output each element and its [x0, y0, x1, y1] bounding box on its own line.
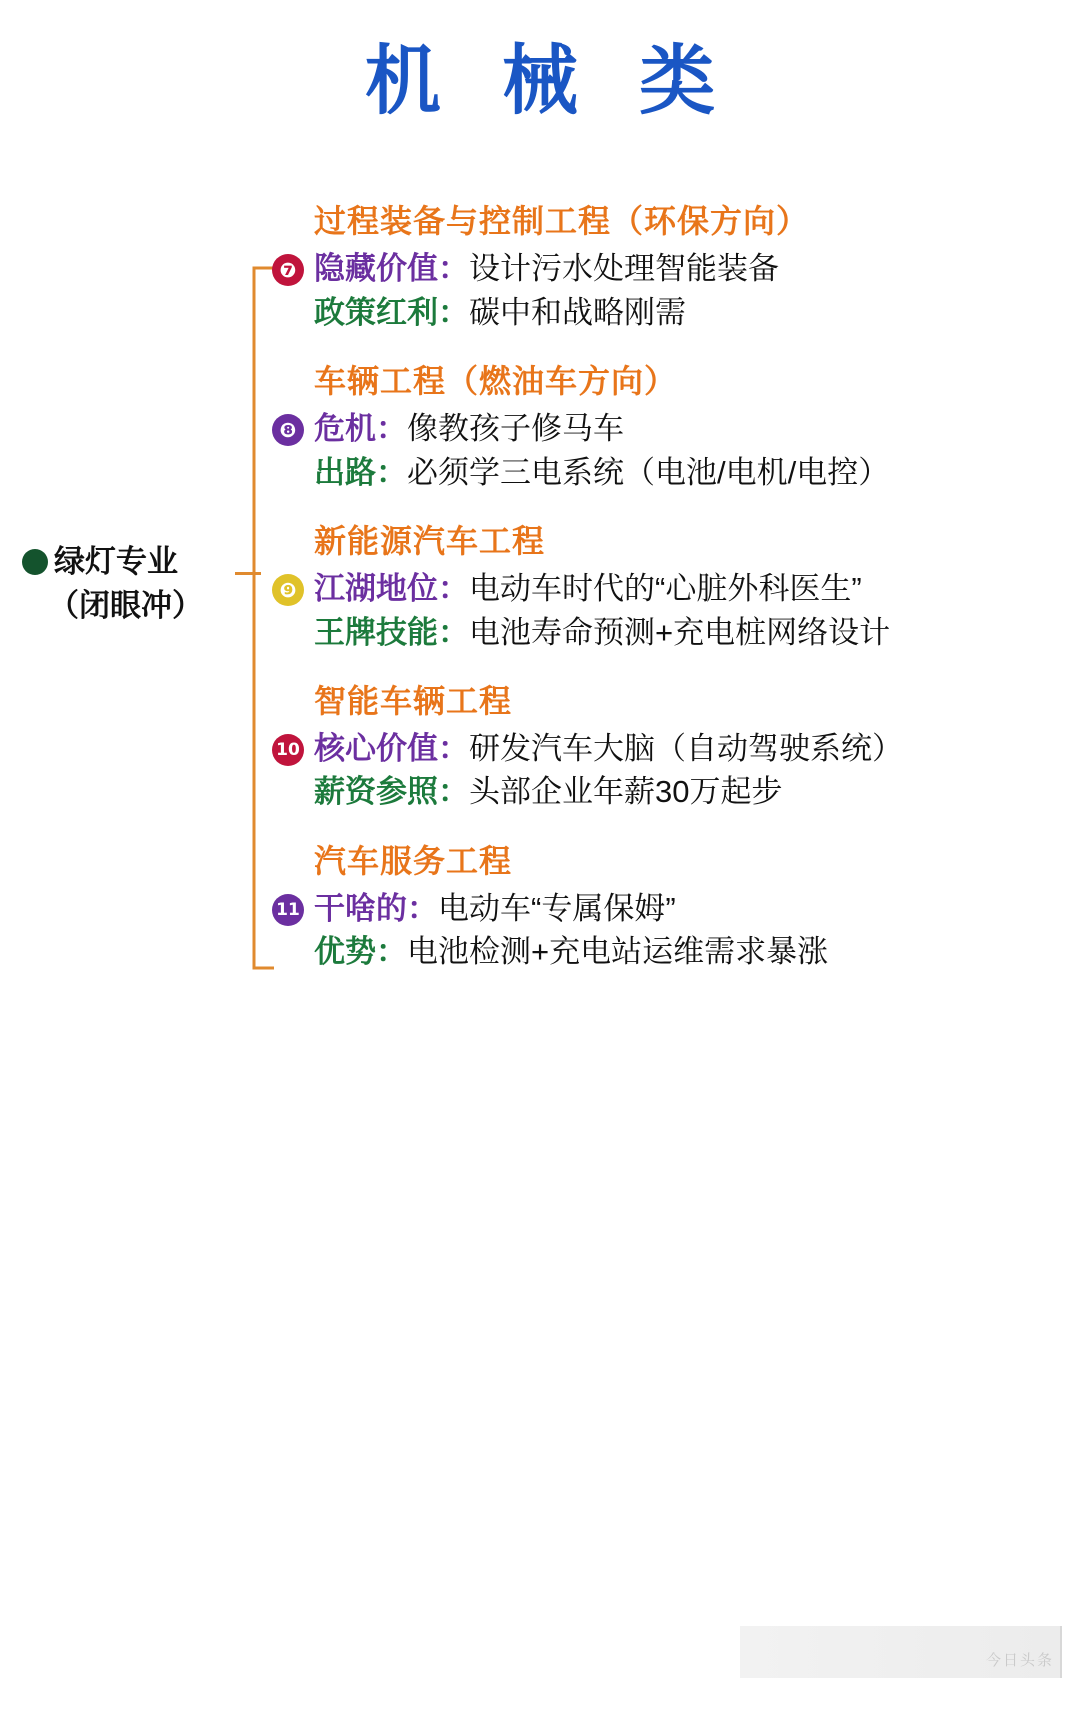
row-value: 头部企业年薪30万起步 [469, 774, 783, 810]
row-key: 政策红利： [314, 294, 469, 330]
index-badge-icon: ❾ [272, 574, 304, 606]
branch-title: 过程装备与控制工程（环保方向） [314, 203, 810, 239]
bullet-dot-icon [22, 549, 48, 575]
row-key: 江湖地位： [314, 571, 469, 607]
row-value: 碳中和战略刚需 [469, 294, 686, 330]
branch-row-secondary [314, 291, 1062, 334]
root-node [22, 540, 272, 628]
branch-row-primary [272, 247, 1062, 290]
row-key: 隐藏价值： [314, 251, 469, 287]
page-title: 机 械 类 [364, 39, 736, 124]
branch-list [272, 200, 1062, 1000]
branch-item [272, 520, 1062, 654]
branch-row-secondary [314, 930, 1062, 973]
row-key: 核心价值： [314, 731, 469, 767]
row-key: 危机： [314, 411, 407, 447]
index-badge-icon: ❼ [272, 254, 304, 286]
branch-row-secondary [314, 770, 1062, 813]
branch-title: 汽车服务工程 [314, 842, 513, 879]
branch-row-secondary [314, 611, 1062, 654]
branch-row-primary [272, 407, 1062, 450]
branch-title: 新能源汽车工程 [314, 522, 546, 559]
row-value: 电池检测+充电站运维需求暴涨 [407, 934, 829, 970]
branch-title: 车辆工程（燃油车方向） [314, 362, 678, 399]
branch-item [272, 200, 1062, 334]
row-value: 设计污水处理智能装备 [469, 251, 779, 287]
row-key: 王牌技能： [314, 614, 469, 650]
row-key: 优势： [314, 934, 407, 970]
row-value: 必须学三电系统（电池/电机/电控） [407, 454, 890, 490]
row-key: 干啥的： [314, 891, 438, 927]
branch-item [272, 360, 1062, 494]
row-value: 研发汽车大脑（自动驾驶系统） [469, 731, 903, 767]
row-key: 薪资参照： [314, 774, 469, 810]
root-label-main: 绿灯专业 [54, 544, 178, 579]
index-badge-icon: 11 [272, 894, 304, 926]
index-badge-icon: 10 [272, 734, 304, 766]
row-value: 电池寿命预测+充电桩网络设计 [469, 614, 891, 650]
row-value: 电动车时代的“心脏外科医生” [469, 571, 862, 607]
index-badge-icon: ❽ [272, 414, 304, 446]
branch-row-primary [272, 727, 1062, 770]
branch-item [272, 840, 1062, 974]
branch-item [272, 680, 1062, 814]
branch-row-secondary [314, 451, 1062, 494]
row-value: 像教孩子修马车 [407, 411, 624, 447]
row-value: 电动车“专属保姆” [438, 891, 676, 927]
row-key: 出路： [314, 454, 407, 490]
watermark-text: 今日头条 [985, 1652, 1054, 1669]
branch-row-primary [272, 567, 1062, 610]
root-label-sub: （闭眼冲） [48, 588, 203, 624]
branch-title: 智能车辆工程 [314, 682, 513, 719]
branch-row-primary [272, 887, 1062, 930]
